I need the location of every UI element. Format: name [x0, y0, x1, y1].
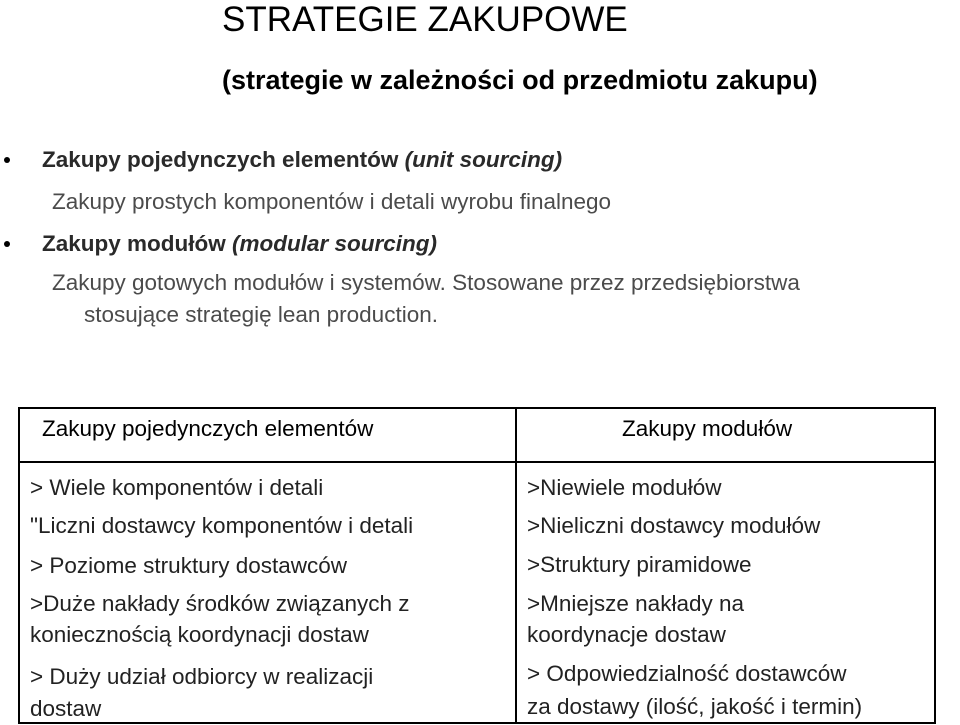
table-cell-right-3: >Struktury piramidowe	[527, 552, 752, 577]
table-cell-left-3: > Poziome struktury dostawców	[30, 553, 347, 578]
bullet-dot-icon	[4, 241, 10, 247]
bullet-description-line-1: Zakupy gotowych modułów i systemów. Stosowane przez przedsiębiorstwa	[52, 270, 800, 295]
table-cell-right-5b: za dostawy (ilość, jakość i termin)	[527, 694, 863, 719]
header-divider	[20, 461, 934, 463]
bullet-description-line-2: stosujące strategię lean production.	[84, 302, 438, 327]
table-cell-left-5b: dostaw	[30, 696, 102, 721]
comparison-table	[18, 407, 936, 724]
page-title: STRATEGIE ZAKUPOWE	[222, 0, 628, 39]
column-header-modular: Zakupy modułów	[622, 416, 793, 441]
table-cell-right-5a: > Odpowiedzialność dostawców	[527, 661, 847, 686]
bullet-heading: Zakupy modułów (modular sourcing)	[42, 231, 438, 256]
table-cell-left-4a: >Duże nakłady środków związanych z	[30, 591, 410, 616]
bullet-description: Zakupy prostych komponentów i detali wyrobu finalnego	[52, 189, 612, 214]
column-header-unit: Zakupy pojedynczych elementów	[42, 416, 374, 441]
table-cell-left-5a: > Duży udział odbiorcy w realizacji	[30, 664, 374, 689]
column-divider	[515, 409, 517, 722]
table-cell-right-4a: >Mniejsze nakłady na	[527, 591, 745, 616]
bullet-heading: Zakupy pojedynczych elementów (unit sourcing)	[42, 147, 563, 172]
bullet-dot-icon	[4, 157, 10, 163]
page-subtitle: (strategie w zależności od przedmiotu zakupu)	[222, 65, 818, 95]
table-cell-right-2: >Nieliczni dostawcy modułów	[527, 513, 821, 538]
table-cell-left-1: > Wiele komponentów i detali	[30, 475, 324, 500]
table-cell-right-4b: koordynacje dostaw	[527, 622, 726, 647]
table-cell-left-4b: koniecznością koordynacji dostaw	[30, 622, 369, 647]
table-cell-right-1: >Niewiele modułów	[527, 475, 722, 500]
table-cell-left-2: "Liczni dostawcy komponentów i detali	[30, 513, 414, 538]
